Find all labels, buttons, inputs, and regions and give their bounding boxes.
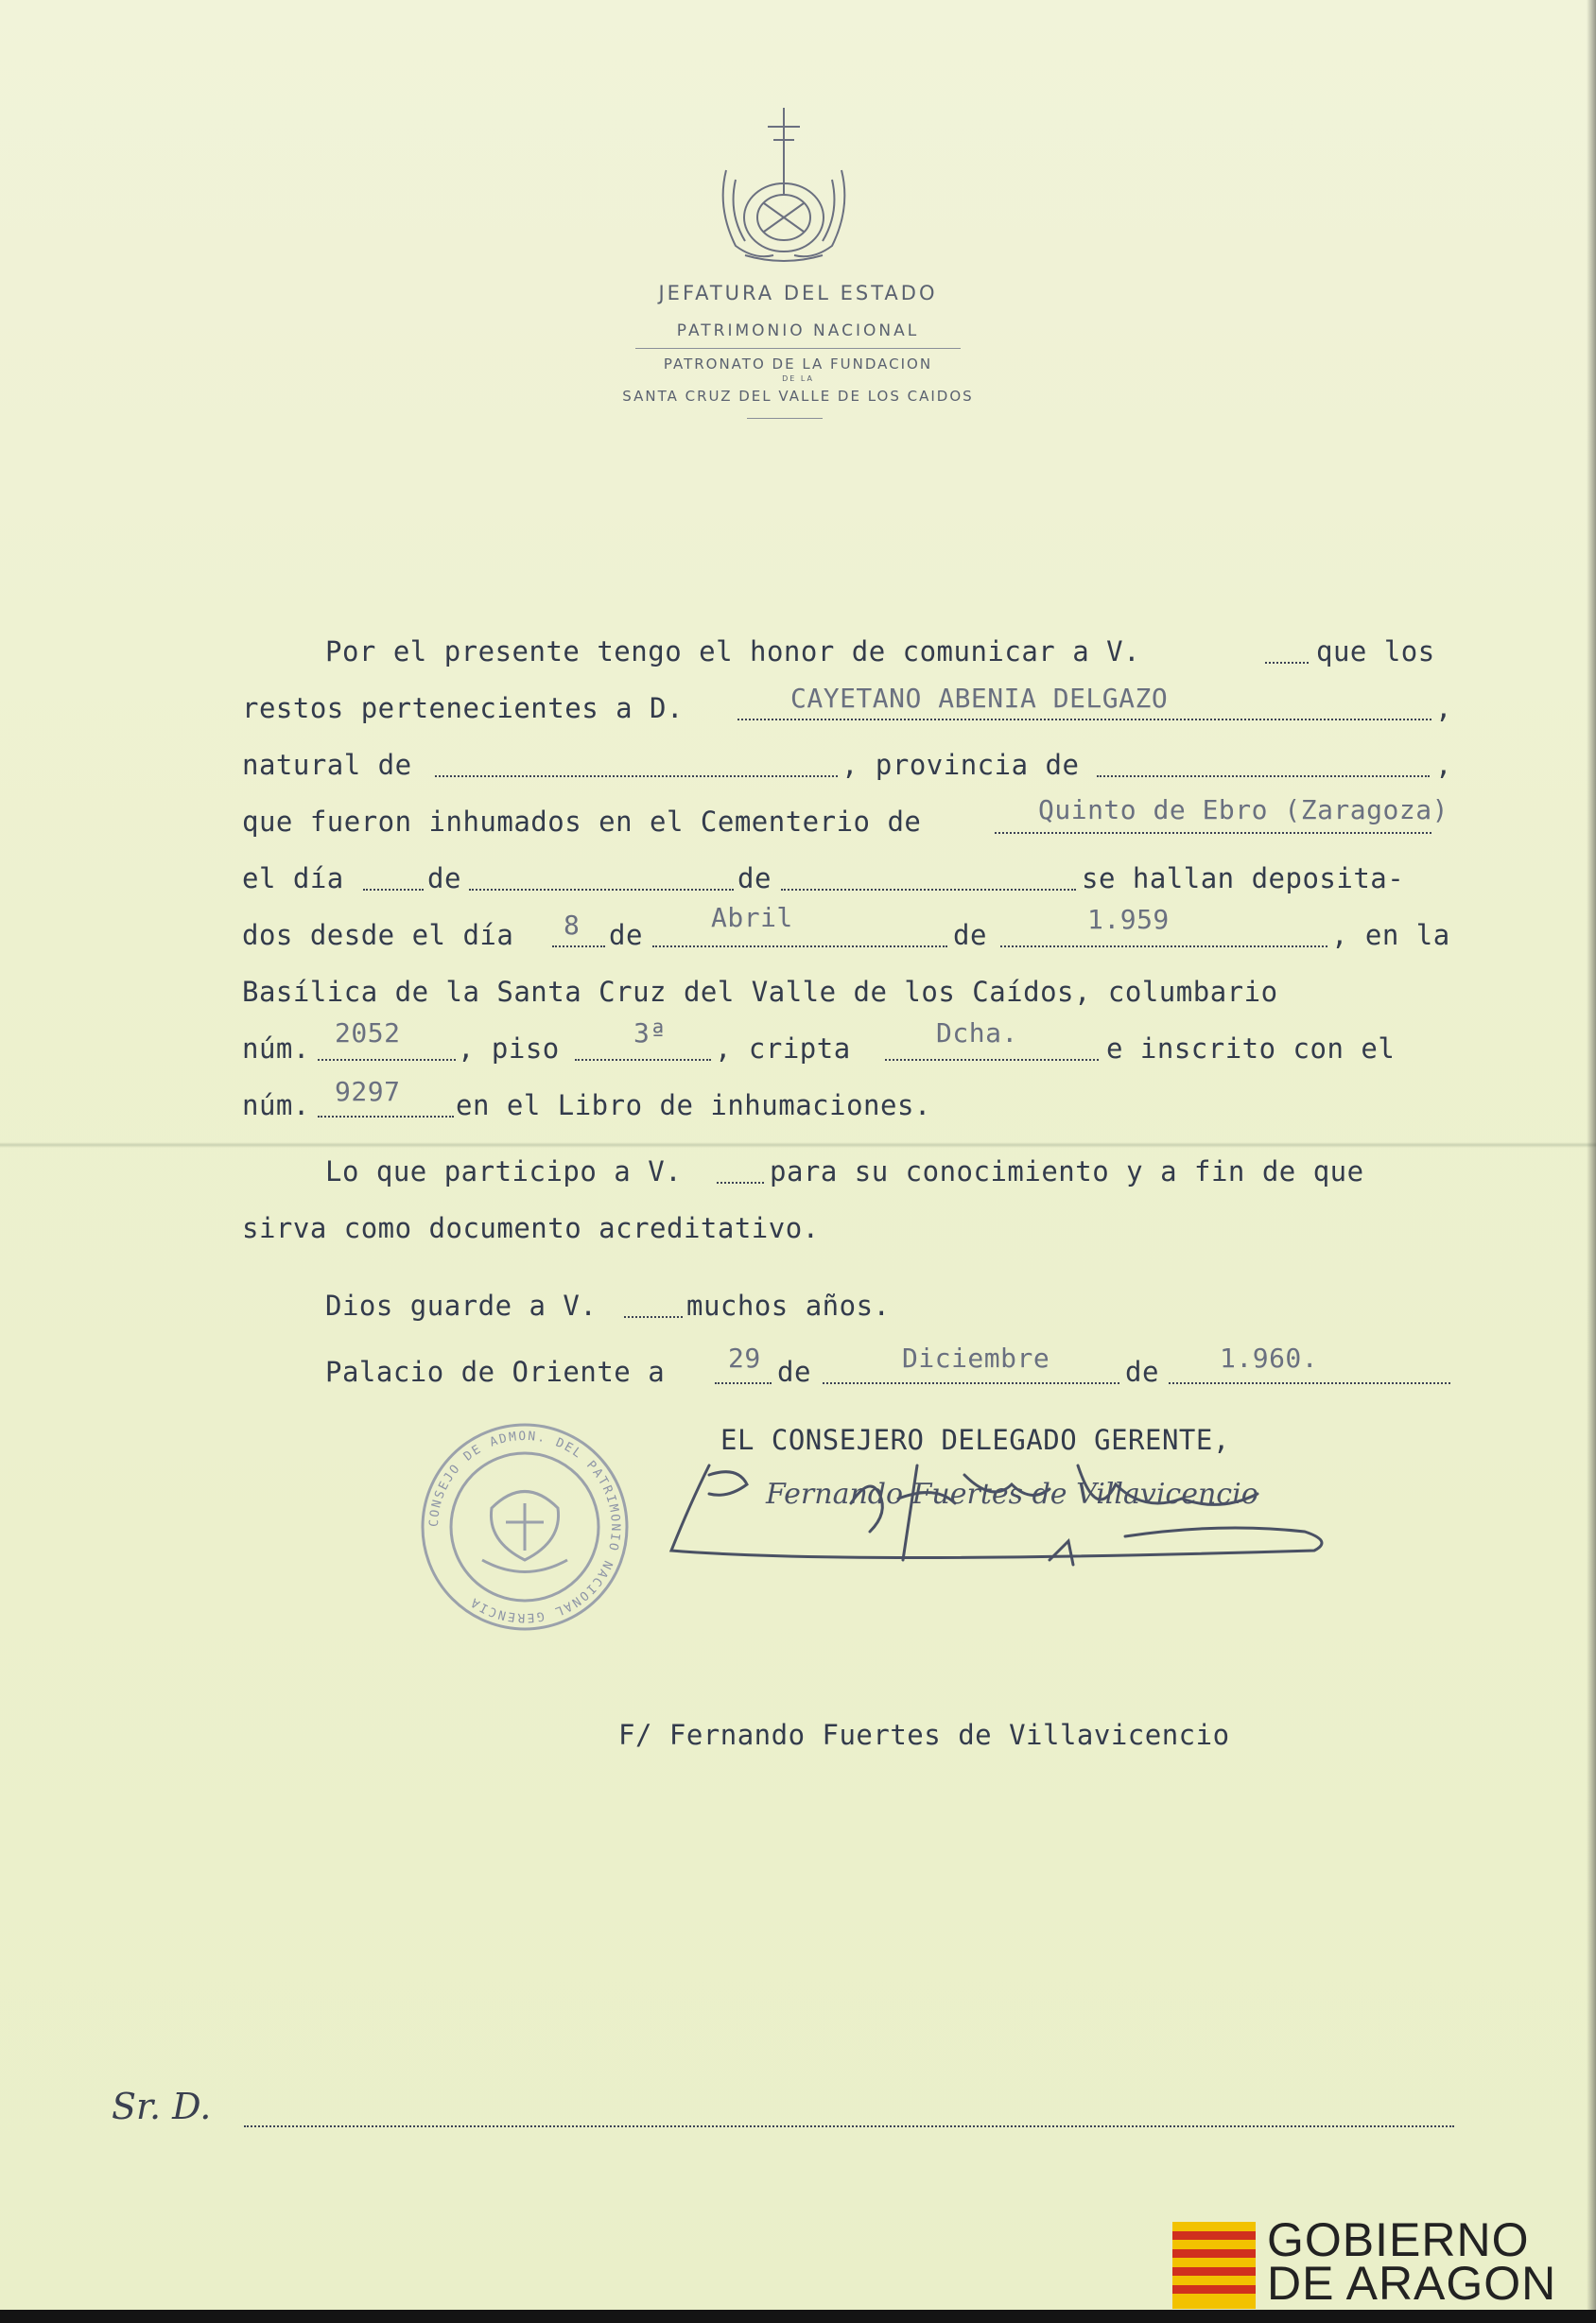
- gobierno-aragon-logo: [1172, 2213, 1588, 2313]
- text-p4c: de: [1125, 1356, 1159, 1388]
- letterhead-line-4: DE LA: [782, 374, 814, 383]
- text-p1-l8a: núm.: [242, 1032, 310, 1065]
- letterhead-line-1: JEFATURA DEL ESTADO: [658, 282, 938, 304]
- text-p2-l1a: Lo que participo a V.: [325, 1155, 683, 1188]
- text-p1-l1: Por el presente tengo el honor de comunicar a V.: [325, 635, 1141, 667]
- text-p1-l6a: dos desde el día: [242, 919, 514, 951]
- text-p1-l4: que fueron inhumados en el Cementerio de: [242, 806, 922, 838]
- scan-edge-bottom: [0, 2310, 1596, 2323]
- letterhead-divider: [635, 348, 961, 349]
- text-p1-l5d: se hallan deposita-: [1082, 862, 1405, 894]
- letterhead-divider-2: [747, 418, 823, 419]
- crest-emblem: [707, 104, 860, 269]
- text-p1-l6c: de: [953, 919, 987, 951]
- paper-fold: [0, 1142, 1596, 1148]
- blank-dots: [1097, 775, 1430, 777]
- blank-dots: [823, 1382, 1119, 1384]
- text-p4a: Palacio de Oriente a: [325, 1356, 666, 1388]
- blank-dots: [575, 1059, 711, 1061]
- blank-dots: [885, 1059, 1099, 1061]
- text-p1-l5b: de: [427, 862, 461, 894]
- field-deposit-month: Abril: [711, 902, 793, 933]
- text-comma: ,: [1435, 749, 1452, 781]
- field-cripta: Dcha.: [936, 1017, 1018, 1049]
- text-p1-l9a: núm.: [242, 1089, 310, 1121]
- signature-typed-name: F/ Fernando Fuertes de Villavicencio: [618, 1719, 1230, 1751]
- addressee-line: [244, 2125, 1454, 2127]
- text-p1-l5c: de: [737, 862, 772, 894]
- blank-dots: [435, 775, 838, 777]
- text-p1-l3a: natural de: [242, 749, 412, 781]
- signature-title: EL CONSEJERO DELEGADO GERENTE,: [720, 1424, 1230, 1456]
- field-libro-number: 9297: [335, 1076, 401, 1107]
- text-comma: ,: [1435, 692, 1452, 724]
- text-p2-l2: sirva como documento acreditativo.: [242, 1212, 820, 1244]
- field-piso: 3ª: [633, 1017, 667, 1049]
- field-date-day: 29: [728, 1343, 761, 1374]
- logo-text: [1267, 2213, 1557, 2310]
- blank-dots: [1000, 945, 1327, 947]
- text-p1-l8d: e inscrito con el: [1106, 1032, 1396, 1065]
- blank-dots: [995, 832, 1431, 834]
- text-p1-l2: restos pertenecientes a D.: [242, 692, 684, 724]
- field-cemetery: Quinto de Ebro (Zaragoza): [1038, 794, 1449, 825]
- text-p1-l5a: el día: [242, 862, 344, 894]
- text-p1-l3b: , provincia de: [841, 749, 1080, 781]
- blank-dots: [781, 889, 1076, 891]
- stamp-text: CONSEJO DE ADMON. DEL PATRIMONIO NACIONAL GERENCIA: [426, 1429, 623, 1625]
- text-p1-l7: Basílica de la Santa Cruz del Valle de los Caídos, columbario: [242, 976, 1278, 1008]
- text-p1-l9b: en el Libro de inhumaciones.: [456, 1089, 931, 1121]
- text-p1-l6b: de: [609, 919, 643, 951]
- letterhead-line-2: PATRIMONIO NACIONAL: [676, 321, 920, 340]
- blank-dots: [624, 1316, 683, 1318]
- field-date-year: 1.960.: [1220, 1343, 1319, 1374]
- field-deposit-year: 1.959: [1087, 904, 1170, 935]
- text-p3b: muchos años.: [686, 1290, 891, 1322]
- blank-dots: [737, 719, 1431, 720]
- field-columbario: 2052: [335, 1017, 401, 1049]
- official-stamp: [416, 1418, 633, 1636]
- signature-handwritten: Fernando Fuertes de Villavicencio: [766, 1478, 1258, 1511]
- blank-dots: [717, 1182, 764, 1184]
- blank-dots: [715, 1382, 772, 1384]
- text-p1-l8b: , piso: [458, 1032, 560, 1065]
- blank-dots: [552, 945, 605, 947]
- letterhead-line-3: PATRONATO DE LA FUNDACION: [663, 355, 933, 373]
- text-p1-l1-end: que los: [1316, 635, 1435, 667]
- field-deceased-name: CAYETANO ABENIA DELGAZO: [790, 683, 1169, 714]
- scan-edge-right: [1587, 0, 1596, 2323]
- aragon-flag-icon: [1172, 2222, 1256, 2309]
- blank-dots: [469, 889, 734, 891]
- field-deposit-day: 8: [564, 910, 581, 941]
- blank-dots: [652, 945, 947, 947]
- handwritten-signature: [652, 1447, 1343, 1569]
- blank-dots: [1265, 662, 1309, 664]
- text-p3a: Dios guarde a V.: [325, 1290, 598, 1322]
- logo-line-2: DE ARAGON: [1267, 2257, 1557, 2310]
- logo-line-1: GOBIERNO: [1267, 2213, 1530, 2266]
- blank-dots: [318, 1116, 454, 1118]
- text-p1-l6d: , en la: [1331, 919, 1450, 951]
- blank-dots: [318, 1059, 456, 1061]
- text-p2-l1b: para su conocimiento y a fin de que: [770, 1155, 1364, 1188]
- field-date-month: Diciembre: [902, 1343, 1050, 1374]
- text-p4b: de: [777, 1356, 811, 1388]
- blank-dots: [1169, 1382, 1450, 1384]
- addressee-label: Sr. D.: [112, 2086, 212, 2127]
- blank-dots: [363, 889, 424, 891]
- letterhead-line-5: SANTA CRUZ DEL VALLE DE LOS CAIDOS: [622, 388, 974, 405]
- text-p1-l8c: , cripta: [715, 1032, 851, 1065]
